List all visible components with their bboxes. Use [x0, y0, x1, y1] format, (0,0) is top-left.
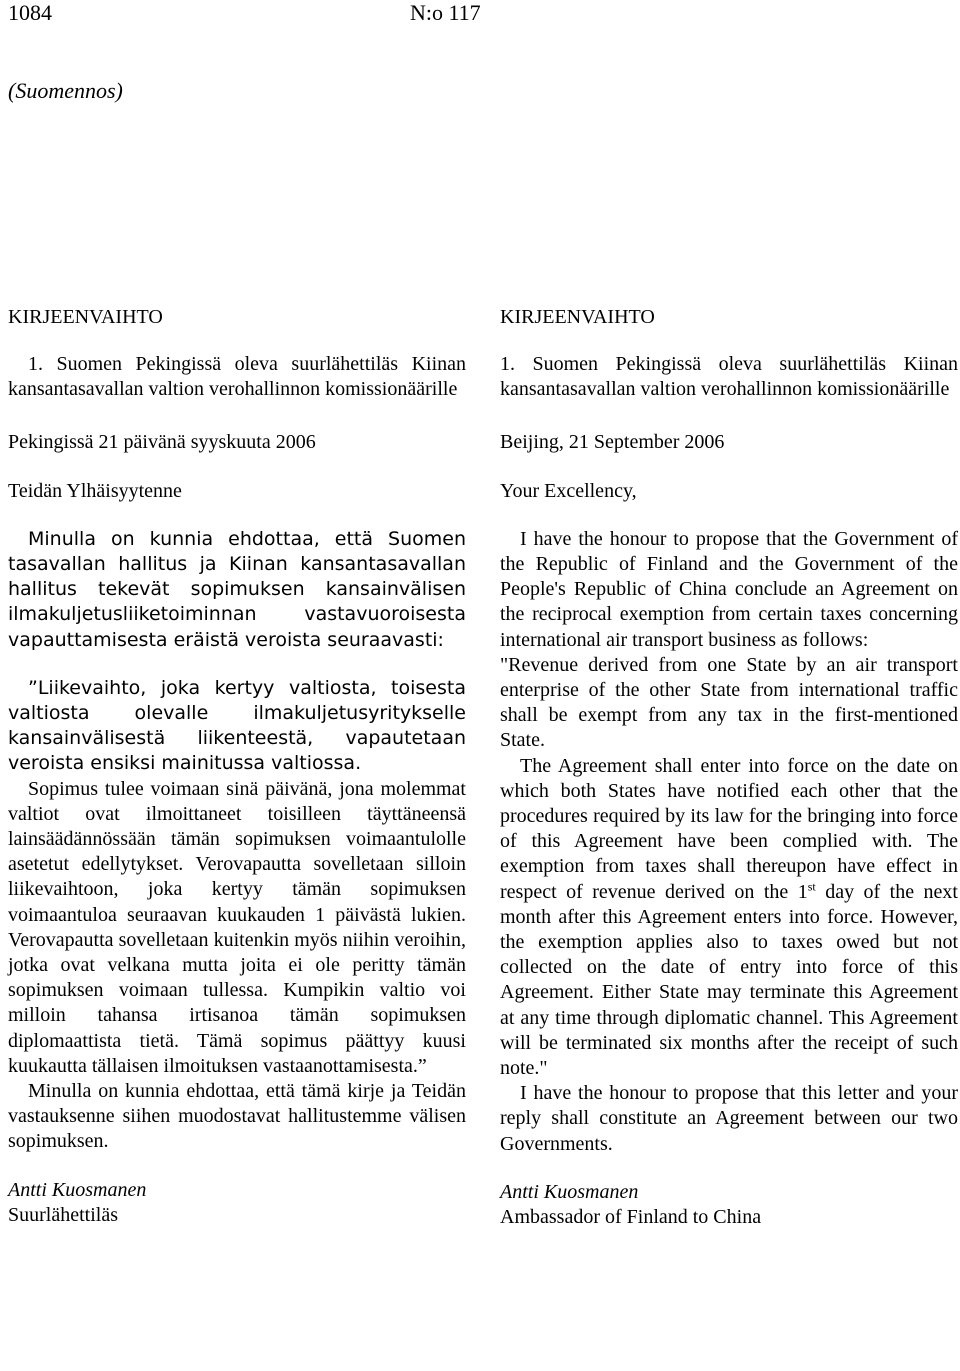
finnish-address: 1. Suomen Pekingissä oleva suurlähettiläs Kiinan kansantasavallan valtion verohallinnon komissionäärille	[8, 353, 466, 401]
finnish-column	[8, 305, 466, 1228]
finnish-paragraph-2: ”Liikevaihto, joka kertyy valtiosta, toisesta valtiosta olevalle ilmakuljetusyritykselle kansainvälisestä liikenteestä, vapautetaan veroista ensiksi mainitussa valtiossa.	[8, 676, 466, 775]
english-salutation: Your Excellency,	[500, 479, 637, 502]
english-paragraph-2: "Revenue derived from one State by an air transport enterprise of the other State from international traffic shall be exempt from any tax in the first-mentioned State.	[500, 653, 958, 752]
english-paragraph-3	[500, 754, 958, 1082]
english-heading: KIRJEENVAIHTO	[500, 306, 655, 328]
finnish-salutation: Teidän Ylhäisyytenne	[8, 479, 182, 502]
english-paragraph-3-part-b: day of the next month after this Agreement enters into force. However, the exemption applies also to taxes owed but not collected on the date of entry into force of this Agreement. Either State may terminate this Agreement at any time through diplomatic channel. This Agreement will be terminated six months after the receipt of such note."	[500, 880, 958, 1080]
english-signature-name: Antti Kuosmanen	[500, 1180, 639, 1203]
english-column	[500, 305, 958, 1230]
finnish-paragraph-4: Minulla on kunnia ehdottaa, että tämä kirje ja Teidän vastauksenne siihen muodostavat hallitustemme välisen sopimuksen.	[8, 1080, 466, 1153]
page-number: 1084	[8, 0, 52, 25]
english-date: Beijing, 21 September 2006	[500, 431, 725, 454]
translation-note: (Suomennos)	[8, 78, 123, 103]
english-address: 1. Suomen Pekingissä oleva suurlähettiläs Kiinan kansantasavallan valtion verohallinnon komissionäärille	[500, 353, 958, 401]
finnish-paragraph-3: Sopimus tulee voimaan sinä päivänä, jona molemmat valtiot ovat ilmoittaneet toisilleen täyttäneensä lainsäädännössään tämän sopimuksen voimaantulolle asetetut edellytykset. Verovapautta sovelletaan silloin liikevaihtoon, joka kertyy tämän sopimuksen voimaantuloa seuraavan kuukauden 1 päivästä lukien. Verovapautta sovelletaan kuitenkin myös niihin veroihin, jotka ovat velkana mutta joita ei ole peritty tämän sopimuksen voimaan tullessa. Kumpikin valtio voi milloin tahansa irtisanoa tämän sopimuksen diplomaattista tietä. Tämä sopimus päättyy kuusi kuukautta tällaisen ilmoituksen vastaanottamisesta.”	[8, 777, 466, 1077]
finnish-signature-name: Antti Kuosmanen	[8, 1178, 147, 1201]
issue-number: N:o 117	[410, 0, 481, 25]
finnish-date: Pekingissä 21 päivänä syyskuuta 2006	[8, 431, 316, 454]
english-signature-title: Ambassador of Finland to China	[500, 1206, 762, 1229]
finnish-paragraph-1: Minulla on kunnia ehdottaa, että Suomen tasavallan hallitus ja Kiinan kansantasavallan hallitus tekevät sopimuksen kansainvälisen ilmakuljetusliiketoiminnan vastavuoroisesta vapauttamisesta eräistä veroista seuraavasti:	[8, 527, 466, 651]
finnish-heading: KIRJEENVAIHTO	[8, 306, 163, 328]
english-paragraph-3-part-a: The Agreement shall enter into force on the date on which both States have notified each other that the procedures required by its law for the bringing into force of this Agreement have been complied with. The exemption from taxes shall thereupon have effect in respect of revenue derived on the 1	[500, 754, 958, 903]
english-paragraph-1: I have the honour to propose that the Government of the Republic of Finland and the Government of the People's Republic of China conclude an Agreement on the reciprocal exemption from certain taxes concerning international air transport business as follows:	[500, 527, 958, 651]
english-paragraph-4: I have the honour to propose that this letter and your reply shall constitute an Agreement between our two Governments.	[500, 1082, 958, 1155]
ordinal-superscript: st	[807, 879, 816, 893]
finnish-signature-title: Suurlähettiläs	[8, 1203, 118, 1226]
